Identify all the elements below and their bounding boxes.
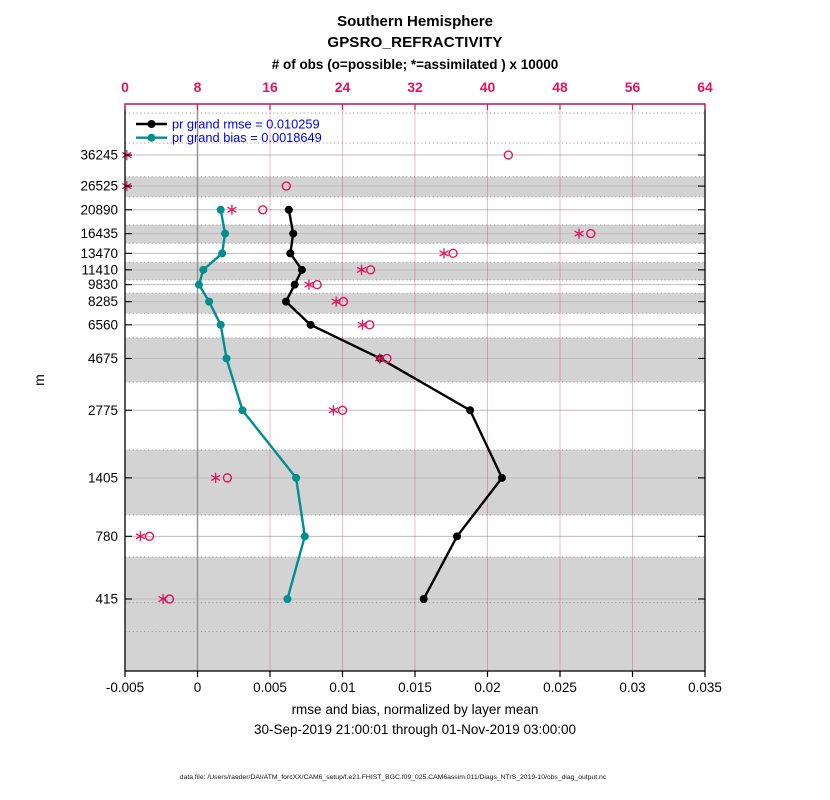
legend-rmse-label: pr grand rmse = 0.010259 [172, 116, 320, 132]
bottom-axis-tick-label: 0.035 [688, 680, 722, 695]
y-axis-tick-label: 16435 [80, 226, 118, 242]
bias-point [205, 298, 213, 306]
bias-point [199, 266, 207, 274]
y-axis-tick-label: 4675 [87, 350, 118, 366]
y-axis-tick-label: 9830 [87, 277, 118, 293]
y-axis-tick-label: 8285 [87, 294, 118, 310]
bias-point [301, 532, 309, 540]
bias-point [195, 281, 203, 289]
y-axis-tick-label: 2775 [87, 402, 118, 418]
bottom-axis-tick-label: 0.02 [474, 680, 501, 695]
bias-point [217, 206, 225, 214]
y-axis-title: m [31, 374, 47, 386]
legend-bias-marker [148, 134, 156, 142]
top-axis-tick-label: 48 [552, 79, 568, 95]
x-axis-title: rmse and bias, normalized by layer mean [291, 702, 539, 717]
top-axis-tick-label: 24 [334, 79, 351, 95]
bias-point [218, 249, 226, 257]
bias-point [217, 321, 225, 329]
y-axis-tick-label: 780 [95, 528, 118, 544]
rmse-point [498, 474, 506, 482]
chart-subtitle-obstype: GPSRO_REFRACTIVITY [327, 34, 503, 51]
bias-point [283, 595, 291, 603]
rmse-point [289, 230, 297, 238]
bias-point [238, 406, 246, 414]
top-axis-tick-label: 56 [624, 79, 641, 95]
top-axis-tick-label: 64 [697, 79, 713, 95]
y-axis-tick-label: 13470 [80, 245, 118, 261]
top-axis-tick-label: 8 [193, 79, 202, 95]
bottom-axis-tick-label: 0.025 [543, 680, 577, 695]
top-axis-tick-label: 32 [407, 79, 423, 95]
bias-point [292, 474, 300, 482]
bottom-axis-tick-label: 0.015 [398, 680, 432, 695]
rmse-point [298, 266, 306, 274]
data-file-path: data file: /Users/raeder/DAI/ATM_forcXX/CAM6_setup/f.e21.FHIST_BGC.f09_025.CAM6assim.011/Diags_NTrS_2019-10/obs_diag_output.nc [179, 774, 607, 781]
y-axis-tick-label: 415 [95, 591, 118, 607]
bottom-axis-tick-label: -0.005 [105, 680, 145, 695]
rmse-point [307, 321, 315, 329]
rmse-point [286, 249, 294, 257]
bottom-axis-tick-label: 0.03 [619, 680, 646, 695]
legend-bias-label: pr grand bias = 0.0018649 [172, 130, 322, 146]
y-axis-tick-label: 36245 [80, 147, 118, 163]
bottom-axis-tick-label: 0.01 [329, 680, 356, 695]
top-axis-title: # of obs (o=possible; *=assimilated ) x 10000 [271, 57, 559, 72]
y-axis-tick-label: 6560 [87, 317, 118, 333]
y-axis-tick-label: 26525 [80, 178, 118, 194]
legend [136, 117, 322, 146]
bottom-axis-tick-label: 0.005 [253, 680, 287, 695]
time-range-label: 30-Sep-2019 21:00:01 through 01-Nov-2019 03:00:00 [254, 722, 576, 737]
y-axis-tick-label: 11410 [81, 262, 118, 278]
y-axis-tick-label: 20890 [80, 202, 118, 218]
rmse-point [420, 595, 428, 603]
rmse-point [285, 206, 293, 214]
rmse-point [282, 298, 290, 306]
top-axis-tick-label: 16 [262, 79, 278, 95]
bottom-axis-tick-label: 0 [193, 680, 202, 695]
rmse-point [466, 406, 474, 414]
chart-title: Southern Hemisphere [337, 13, 493, 30]
top-axis-tick-label: 40 [479, 79, 496, 95]
bias-point [223, 354, 231, 362]
rmse-point [453, 532, 461, 540]
y-axis-tick-label: 1405 [87, 470, 118, 486]
top-axis-tick-label: 0 [121, 79, 129, 95]
bias-point [221, 230, 229, 238]
rmse-point [291, 281, 299, 289]
legend-rmse-marker [148, 120, 156, 128]
